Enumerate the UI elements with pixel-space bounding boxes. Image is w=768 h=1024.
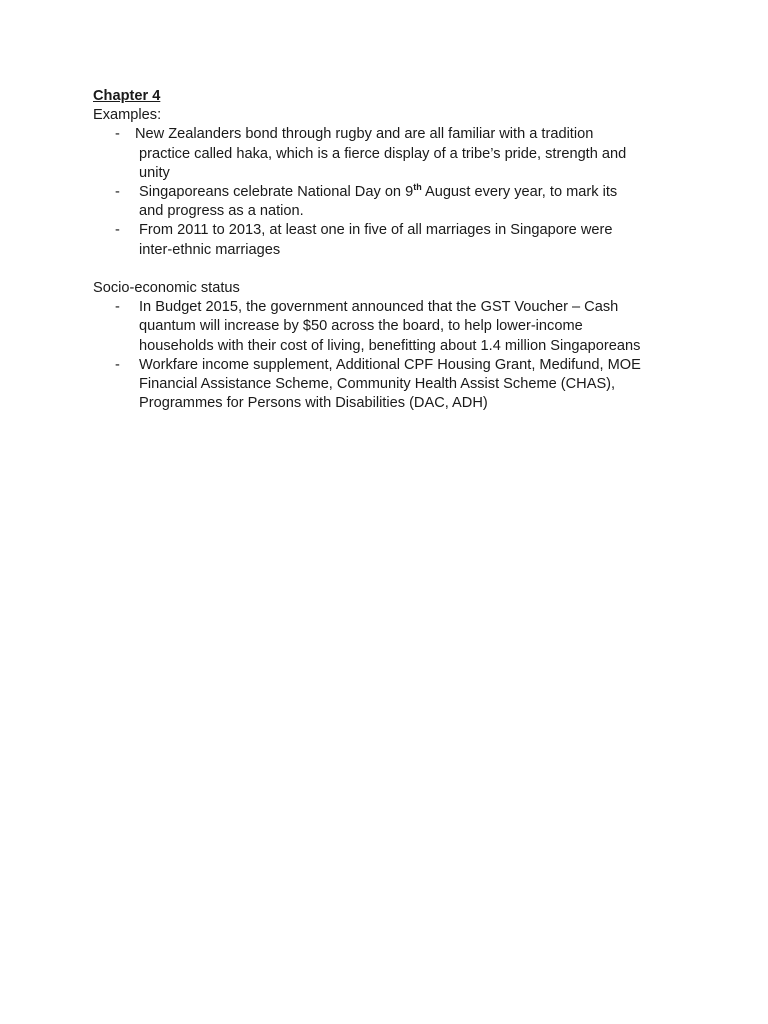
socio-economic-heading: Socio-economic status	[93, 280, 240, 297]
list-item-row: In Budget 2015, the government announced that the GST Voucher – Cash	[139, 299, 619, 316]
list-item-row: quantum will increase by $50 across the board, to help lower-income	[139, 318, 583, 335]
list-item	[93, 356, 693, 414]
list-item-row: and progress as a nation.	[139, 203, 304, 220]
list-item-row: households with their cost of living, benefitting about 1.4 million Singaporeans	[139, 337, 641, 354]
dash-bullet: -	[115, 299, 120, 316]
list-item-row: Workfare income supplement, Additional CPF Housing Grant, Medifund, MOE	[139, 356, 641, 373]
socio-economic-list	[93, 298, 693, 413]
list-item-text	[139, 356, 693, 414]
list-item	[93, 298, 693, 356]
list-item-text	[139, 221, 693, 259]
list-item	[93, 125, 693, 183]
list-item-text	[135, 125, 693, 183]
list-item-row: New Zealanders bond through rugby and are all familiar with a tradition	[135, 126, 594, 143]
document-content	[93, 87, 693, 413]
dash-bullet: -	[115, 222, 120, 239]
dash-bullet: -	[115, 356, 120, 373]
dash-bullet: -	[115, 126, 120, 143]
national-day-text-cont: August every year, to mark its	[421, 184, 618, 201]
chapter-title: Chapter 4	[93, 88, 161, 104]
list-item-row: Programmes for Persons with Disabilities (DAC, ADH)	[139, 395, 488, 412]
list-item-text	[139, 183, 693, 221]
list-item	[93, 183, 693, 221]
examples-label: Examples:	[93, 107, 162, 124]
list-item-row: Financial Assistance Scheme, Community Health Assist Scheme (CHAS),	[139, 376, 616, 393]
dash-bullet: -	[115, 184, 120, 201]
list-item-row	[139, 183, 693, 202]
list-item	[93, 221, 693, 259]
list-item-row: unity	[139, 164, 170, 181]
ordinal-suffix: th	[413, 182, 422, 193]
list-item-row: practice called haka, which is a fierce display of a tribe’s pride, strength and	[139, 145, 627, 162]
examples-list	[93, 125, 693, 259]
list-item-row: From 2011 to 2013, at least one in five of all marriages in Singapore were	[139, 222, 613, 239]
national-day-text: Singaporeans celebrate National Day on 9	[139, 184, 414, 201]
list-item-row: inter-ethnic marriages	[139, 241, 281, 258]
spacer	[93, 260, 693, 279]
list-item-text	[139, 298, 693, 356]
